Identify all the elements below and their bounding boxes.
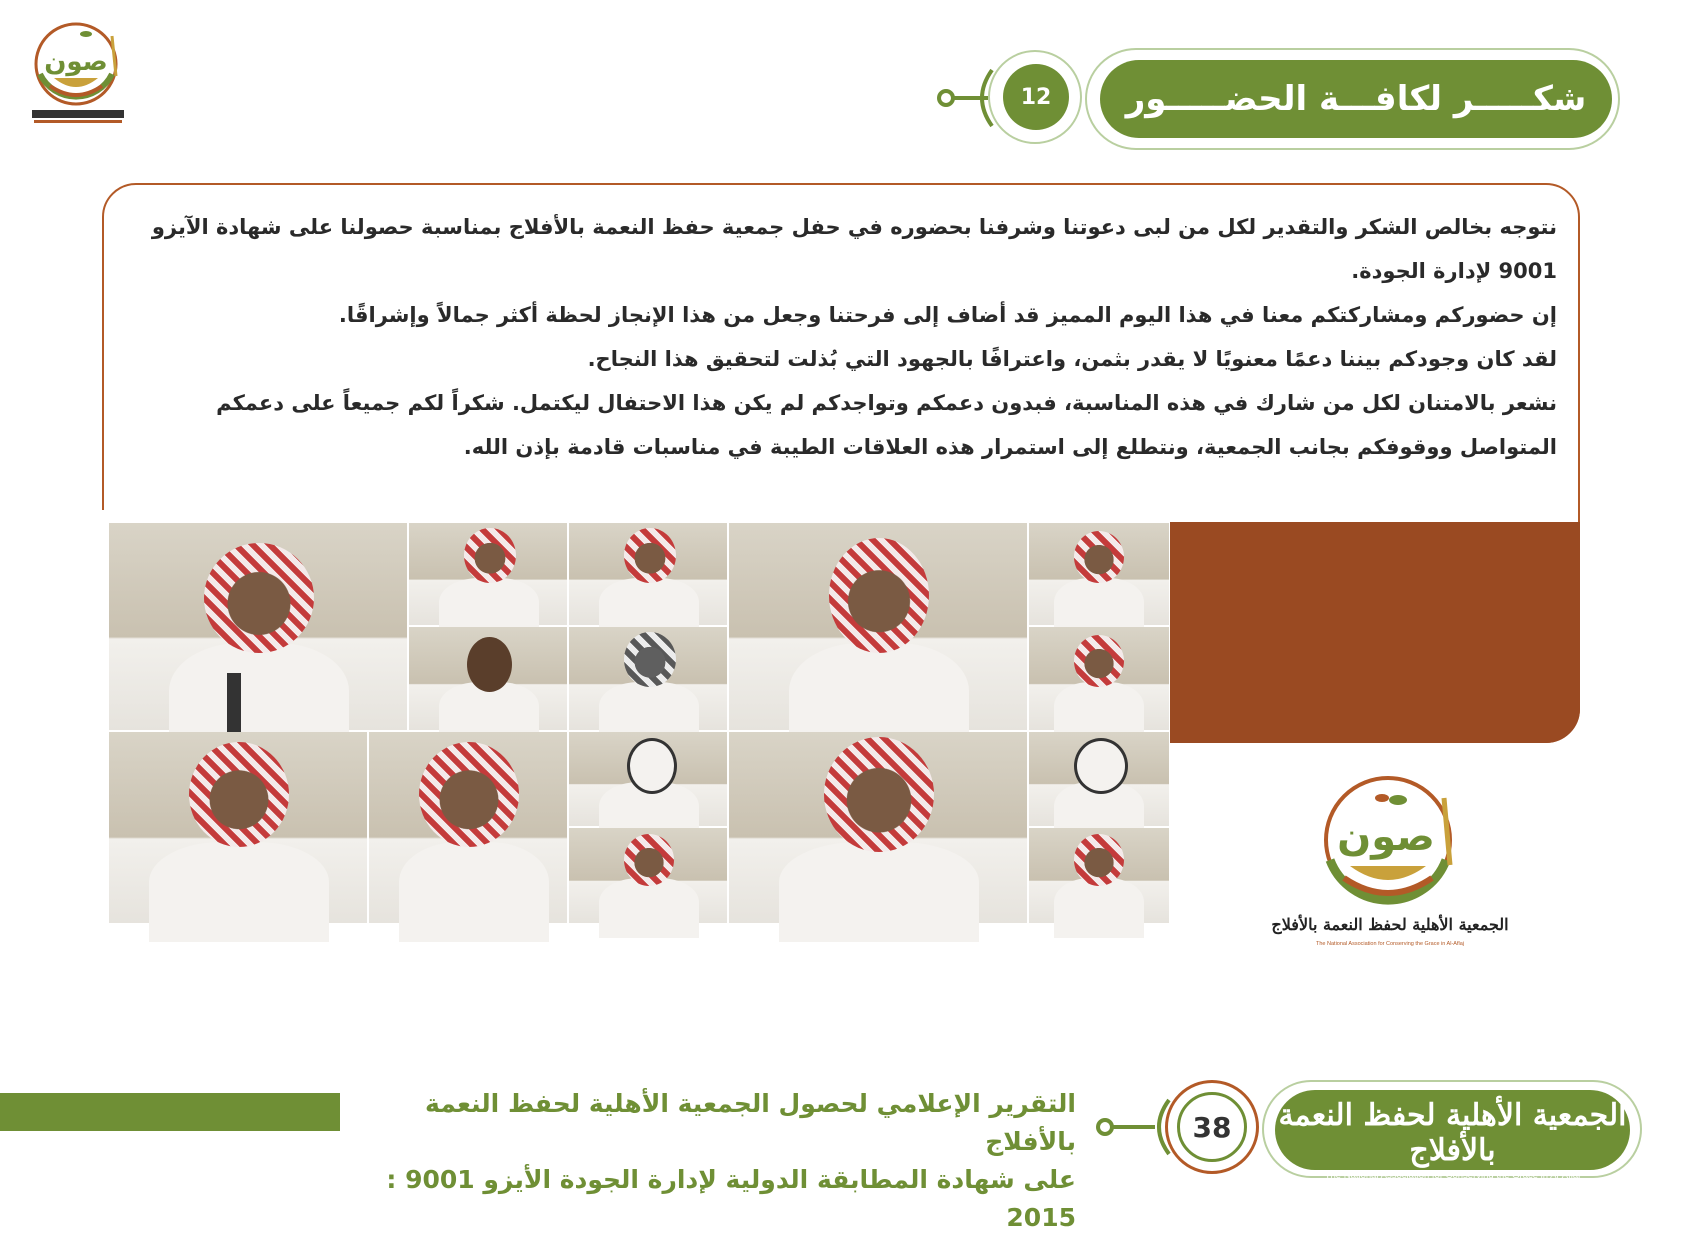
svg-text:صون: صون (1337, 814, 1435, 860)
attendee-photo (569, 523, 727, 625)
paragraph: لقد كان وجودكم بيننا دعمًا معنويًا لا يقدر بثمن، واعترافًا بالجهود التي بُذلت لتحقيق هذا النجاح. (587, 347, 1557, 371)
attendee-photo (409, 523, 567, 625)
attendee-photo (1029, 828, 1169, 923)
attendee-photo (1029, 627, 1169, 730)
page-title: شكـــــر لكافـــة الحضـــــور (1100, 60, 1612, 138)
attendee-photo (569, 828, 727, 923)
association-name-en: The National Association for Conserving the Grace in Al-Aflaj (1324, 1170, 1581, 1181)
paragraph: نتوجه بخالص الشكر والتقدير لكل من لبى دعوتنا وشرفنا بحضوره في حفل جمعية حفظ النعمة بالأفلاج بمناسبة حصولنا على شهادة الآيزو 9001 لإدارة الجودة. (151, 215, 1557, 283)
svg-text:صون: صون (44, 47, 108, 77)
thank-you-message (132, 205, 1557, 469)
connector-ornament (936, 70, 992, 126)
svg-text:The National Association for C: The National Association for Conserving the Grace in Al-Aflaj (1316, 941, 1464, 947)
page-number: 38 (1177, 1092, 1247, 1162)
attendee-photo (369, 732, 567, 923)
attendee-photo (109, 732, 367, 923)
attendee-photo (569, 627, 727, 730)
association-logo (1271, 770, 1509, 950)
attendee-photo (729, 732, 1027, 923)
association-logo-top (24, 16, 134, 128)
connector-ornament (1095, 1100, 1169, 1154)
svg-text:الجمعية الأهلية لحفظ النعمة با: الجمعية الأهلية لحفظ النعمة بالأفلاج (1271, 915, 1509, 934)
attendee-photo (409, 627, 567, 730)
report-title (330, 1085, 1076, 1237)
association-name-ar: الجمعية الأهلية لحفظ النعمة بالأفلاج (1278, 1098, 1627, 1168)
report-title-line1: التقرير الإعلامي لحصول الجمعية الأهلية لحفظ النعمة بالأفلاج (425, 1089, 1076, 1156)
footer-bar (0, 1093, 340, 1131)
paragraph: إن حضوركم ومشاركتكم معنا في هذا اليوم المميز قد أضاف إلى فرحتنا وجعل من هذا الإنجاز لحظة أكثر جمالاً وإشراقًا. (338, 303, 1557, 327)
photo-collage (109, 523, 1169, 923)
paragraph: نشعر بالامتنان لكل من شارك في هذه المناسبة، فبدون دعمكم وتواجدكم لم يكن هذا الاحتفال ليكتمل. شكراً لكم جميعاً على دعمكم المتواصل ووقوفكم بجانب الجمعية، ونتطلع إلى استمرار هذه العلاقات الطيبة في مناسبات قادمة بإذن الله. (216, 391, 1557, 459)
attendee-photo (1029, 732, 1169, 826)
attendee-photo (1029, 523, 1169, 625)
footer-association-badge (1275, 1090, 1630, 1181)
section-number: 12 (1003, 64, 1069, 130)
attendee-photo (569, 732, 727, 826)
report-title-line2: على شهادة المطابقة الدولية لإدارة الجودة الأيزو 9001 : 2015 (386, 1165, 1076, 1232)
attendee-photo (109, 523, 407, 730)
accent-block (1170, 522, 1580, 743)
attendee-photo (729, 523, 1027, 730)
